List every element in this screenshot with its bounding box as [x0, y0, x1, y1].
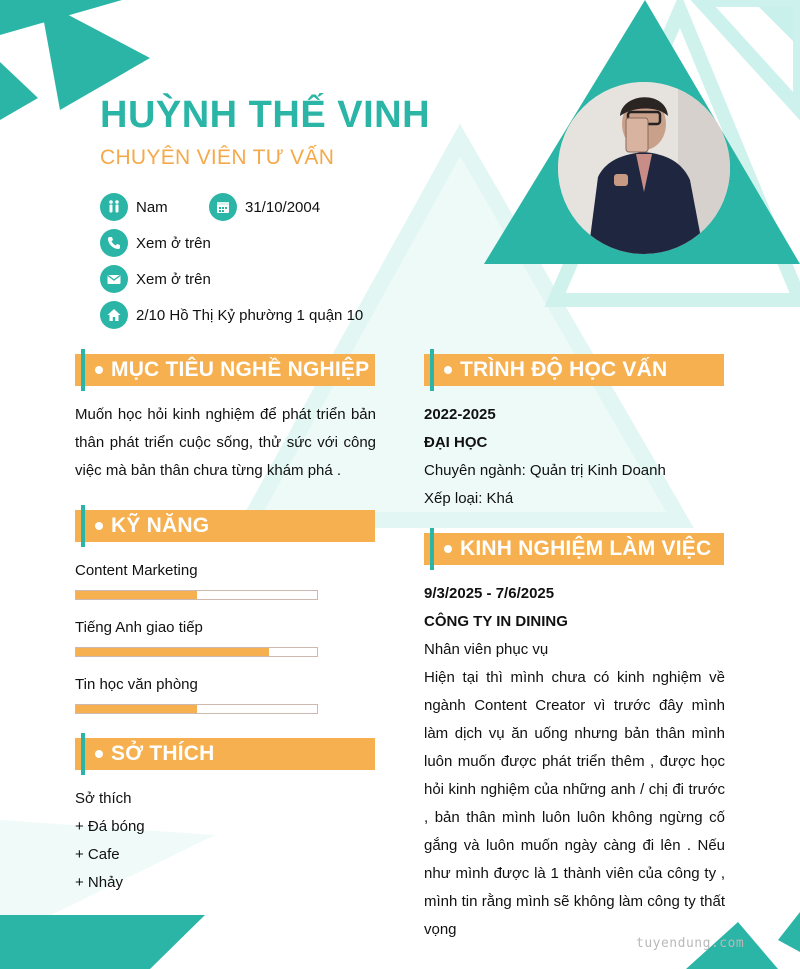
skill-level-fill — [76, 705, 197, 713]
phone-value: Xem ở trên — [136, 234, 211, 252]
skill-level-bar — [75, 704, 318, 714]
home-icon — [100, 301, 128, 329]
skill-name: Tiếng Anh giao tiếp — [75, 619, 203, 636]
education-heading: TRÌNH ĐỘ HỌC VẤN — [424, 354, 724, 386]
phone-row — [100, 229, 211, 257]
hobby-line: Sở thích — [75, 790, 132, 807]
skill-level-bar — [75, 647, 318, 657]
watermark: tuyendung.com — [636, 936, 745, 951]
hobby-line: + Đá bóng — [75, 818, 145, 835]
experience-company: CÔNG TY IN DINING — [424, 613, 568, 630]
experience-period: 9/3/2025 - 7/6/2025 — [424, 585, 555, 602]
hobby-line: + Nhảy — [75, 874, 123, 891]
education-period: 2022-2025 — [424, 406, 496, 423]
birthday-value: 31/10/2004 — [245, 198, 321, 216]
education-major: Chuyên ngành: Quản trị Kinh Doanh — [424, 462, 666, 479]
skill-level-fill — [76, 648, 269, 656]
email-icon — [100, 265, 128, 293]
hobby-line: + Cafe — [75, 846, 120, 863]
gender-row — [100, 193, 168, 221]
education-degree: ĐẠI HỌC — [424, 434, 488, 451]
objective-heading: MỤC TIÊU NGHỀ NGHIỆP — [75, 354, 375, 386]
calendar-icon — [209, 193, 237, 221]
address-row — [100, 301, 363, 329]
job-title: CHUYÊN VIÊN TƯ VẤN — [100, 146, 335, 169]
skills-heading: KỸ NĂNG — [75, 510, 375, 542]
skill-level-fill — [76, 591, 197, 599]
skill-name: Content Marketing — [75, 562, 198, 579]
experience-heading: KINH NGHIỆM LÀM VIỆC — [424, 533, 724, 565]
experience-description: Hiện tại thì mình chưa có kinh nghiệm về ngành Content Creator vì trước đây mình làm dịch vụ ăn uống nhưng bản thân mình luôn muốn được phát triển thêm , được học hỏi kinh nghiệm của những anh / chị đi trước , bản thân mình luôn luôn không ngừng cố gắng và luôn muốn ngày càng đi lên . Nếu như mình được là 1 thành viên của công ty , mình tin rằng mình sẽ không làm công ty thất vọng — [424, 669, 725, 938]
hobbies-heading: SỞ THÍCH — [75, 738, 375, 770]
skill-name: Tin học văn phòng — [75, 676, 198, 693]
experience-position: Nhân viên phục vụ — [424, 641, 549, 658]
email-row — [100, 265, 211, 293]
email-value: Xem ở trên — [136, 270, 211, 288]
birthday-row — [209, 193, 320, 221]
profile-photo — [558, 82, 730, 254]
skill-level-bar — [75, 590, 318, 600]
candidate-name: HUỲNH THẾ VINH — [100, 94, 431, 136]
objective-text: Muốn học hỏi kinh nghiệm để phát triển bản thân phát triển cuộc sống, thử sức với công việc mà bản thân chưa từng khám phá . — [75, 406, 376, 479]
education-grade: Xếp loại: Khá — [424, 490, 514, 507]
gender-icon — [100, 193, 128, 221]
gender-value: Nam — [136, 198, 168, 216]
phone-icon — [100, 229, 128, 257]
address-value: 2/10 Hồ Thị Kỷ phường 1 quận 10 — [136, 306, 364, 324]
